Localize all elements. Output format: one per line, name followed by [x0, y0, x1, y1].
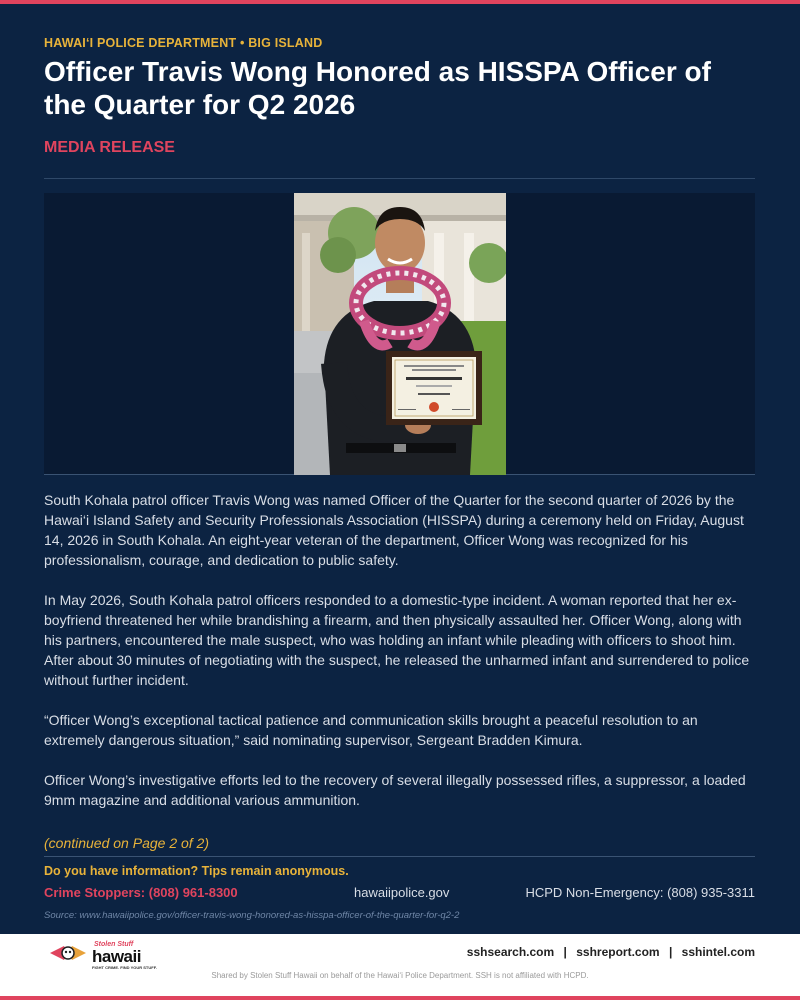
- site-link-sshreport[interactable]: sshreport.com: [576, 945, 660, 959]
- separator: |: [668, 945, 673, 959]
- top-accent-bar: [0, 0, 800, 4]
- paragraph: South Kohala patrol officer Travis Wong was named Officer of the Quarter for the second quarter of 2026 by the Hawai‘i Island Safety and Security Professionals Association (HISSPA) during a ceremony held on Friday, August 14, 2026 in South Kohala. An eight-year veteran of the department, Officer Wong was recognized for his professionalism, courage, and dedication to public safety.: [44, 492, 744, 568]
- disclaimer: Shared by Stolen Stuff Hawaii on behalf of the Hawai‘i Police Department. SSH is not affiliated with HCPD.: [211, 971, 589, 980]
- site-link-sshsearch[interactable]: sshsearch.com: [466, 945, 555, 959]
- non-emergency-phone[interactable]: HCPD Non-Emergency: (808) 935-3311: [525, 885, 755, 900]
- crime-stoppers-phone[interactable]: Crime Stoppers: (808) 961-8300: [44, 885, 238, 900]
- paragraph: In May 2026, South Kohala patrol officers responded to a domestic-type incident. A woman reported that her ex-boyfriend threatened her while brandishing a firearm, and then physically assaulted her. Officer Wong, along with his partners, encountered the male suspect, who was holding an infant while pleading with officers to shoot him. After about 30 minutes of negotiating with the suspect, he released the unharmed infant and surrendered to police without further incident.: [44, 592, 750, 688]
- contact-row: [44, 885, 755, 901]
- headline: Officer Travis Wong Honored as HISSPA Officer of the Quarter for Q2 2026: [44, 56, 711, 120]
- bottom-accent-bar: [0, 996, 800, 1000]
- tips-heading: Do you have information? Tips remain anonymous.: [44, 864, 349, 878]
- logo-wordmark: hawaii: [92, 947, 141, 966]
- footer: [0, 934, 800, 996]
- paragraph: “Officer Wong’s exceptional tactical patience and communication skills brought a peaceful resolution to an extremely dangerous situation,” said nominating supervisor, Sergeant Bradden Kimura.: [44, 712, 698, 748]
- continued-note: (continued on Page 2 of 2): [44, 835, 210, 851]
- divider: [44, 856, 755, 857]
- photo-frame: [44, 193, 755, 475]
- separator: |: [563, 945, 567, 959]
- police-website-link[interactable]: hawaiipolice.gov: [354, 885, 450, 900]
- article-body: [44, 490, 755, 830]
- stolen-stuff-hawaii-logo[interactable]: [48, 941, 157, 970]
- logo-top-text: Stolen Stuff: [94, 941, 134, 948]
- divider: [44, 178, 755, 179]
- department-label: HAWAI‘I POLICE DEPARTMENT • BIG ISLAND: [44, 36, 323, 50]
- paragraph: Officer Wong’s investigative efforts led to the recovery of several illegally possessed rifles, a suppressor, a loaded 9mm magazine and additional various ammunition.: [44, 772, 746, 808]
- source-link[interactable]: Source: www.hawaiipolice.gov/officer-travis-wong-honored-as-hisspa-officer-of-the-quarter-for-q2-2: [44, 910, 460, 921]
- officer-photo: [294, 193, 506, 475]
- media-release-label: MEDIA RELEASE: [44, 139, 175, 156]
- partner-sites: [467, 945, 755, 959]
- logo-mark-icon: [48, 942, 88, 964]
- logo-tagline: FIGHT CRIME. FIND YOUR STUFF.: [92, 965, 157, 970]
- site-link-sshintel[interactable]: sshintel.com: [681, 945, 755, 959]
